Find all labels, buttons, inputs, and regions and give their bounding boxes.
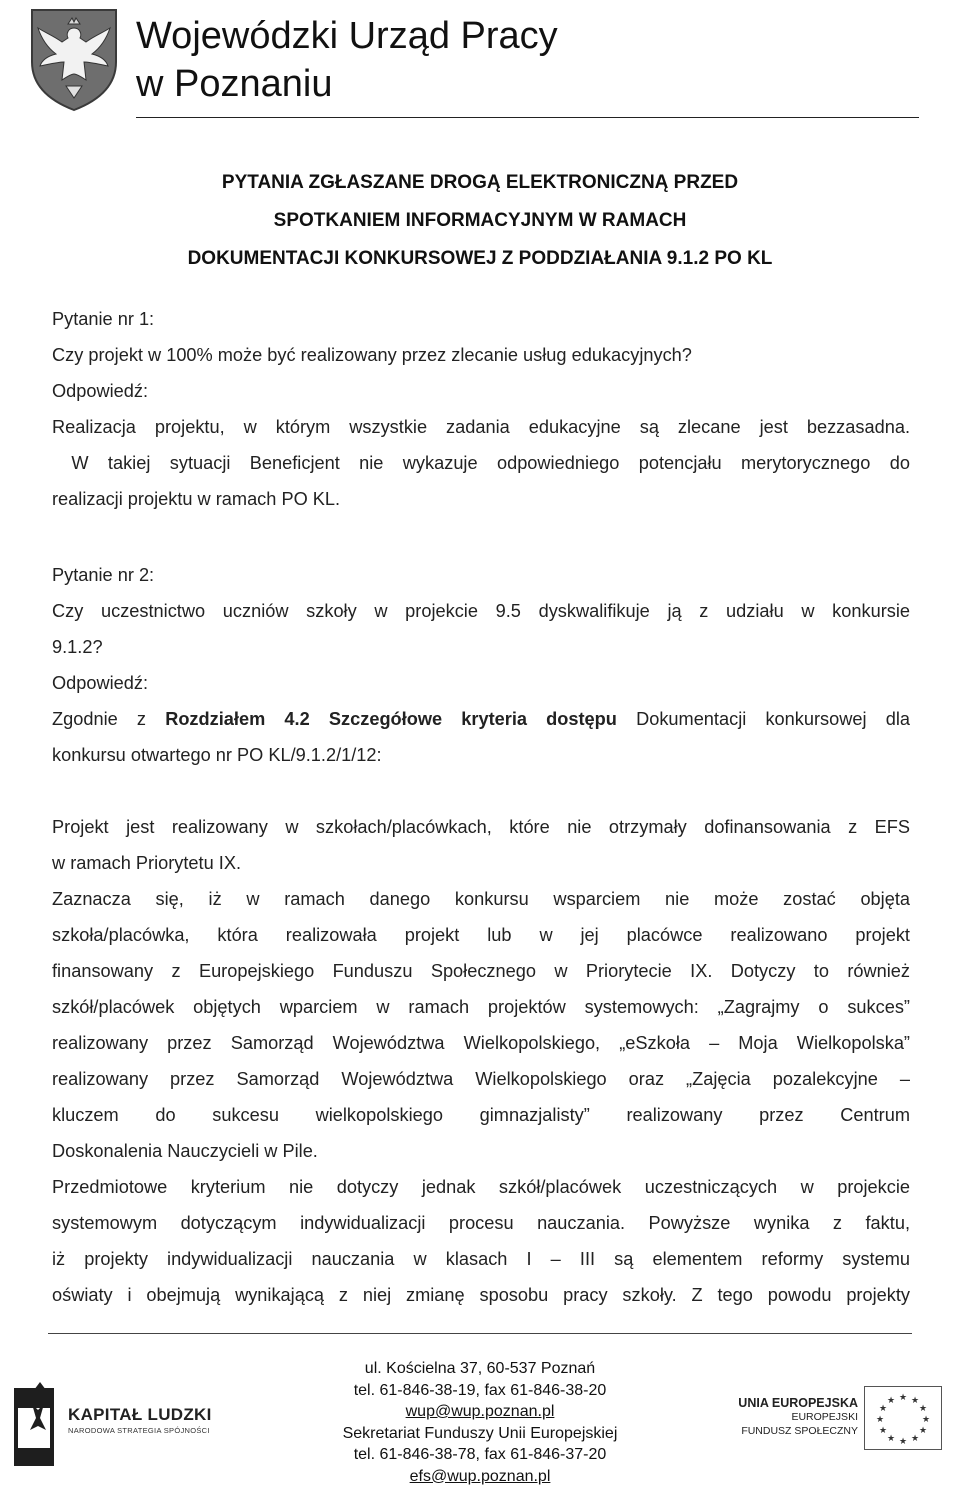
reference-suffix: Dokumentacji konkursowej dla (616, 709, 910, 729)
paragraph-line: Przedmiotowe kryterium nie dotyczy jednak szkół/placówek uczestniczących w projekcie (52, 1177, 910, 1197)
svg-text:★: ★ (878, 1404, 888, 1414)
eu-flag-icon (864, 1386, 942, 1450)
reference-prefix: Zgodnie z (52, 709, 166, 729)
eu-line-2: EUROPEJSKI (791, 1411, 858, 1423)
paragraph-line: finansowany z Europejskiego Funduszu Społecznego w Priorytecie IX. Dotyczy to również (52, 961, 910, 981)
eu-line-1: UNIA EUROPEJSKA (738, 1396, 858, 1410)
paragraph-line: realizowany przez Samorząd Województwa Wielkopolskiego, „eSzkoła – Moja Wielkopolska” (52, 1033, 910, 1053)
title-line1: PYTANIA ZGŁASZANE DROGĄ ELEKTRONICZNĄ PRZED (221, 172, 739, 193)
answer-2-heading: Odpowiedź: (52, 673, 149, 693)
svg-text:★: ★ (898, 1437, 908, 1447)
question-2-heading: Pytanie nr 2: (52, 565, 155, 585)
footer-address: ul. Kościelna 37, 60-537 Poznań (364, 1360, 596, 1377)
answer-2-reference-line: konkursu otwartego nr PO KL/9.1.2/1/12: (52, 745, 382, 765)
organization-name-line2: w Poznaniu (136, 63, 333, 105)
footer-email-2[interactable]: efs@wup.poznan.pl (409, 1467, 551, 1485)
answer-1-line: W takiej sytuacji Beneficjent nie wykazuje odpowiedniego potencjału merytorycznego do (52, 453, 910, 473)
reference-space (310, 709, 329, 729)
question-2-text-line: 9.1.2? (52, 637, 103, 657)
question-2-section (52, 557, 910, 773)
paragraph-line: realizowany przez Samorząd Województwa Wielkopolskiego oraz „Zajęcia pozalekcyjne – (52, 1069, 910, 1089)
paragraph-line: szkoła/placówka, która realizowała projekt lub w jej placówce realizowano projekt (52, 925, 910, 945)
reference-chapter: Rozdziałem 4.2 (165, 709, 310, 729)
kapital-ludzki-logo-icon (14, 1376, 62, 1472)
paragraph-line: szkół/placówek objętych wparciem w ramach projektów systemowych: „Zagrajmy o sukces” (52, 997, 910, 1017)
svg-text:★: ★ (910, 1434, 920, 1444)
question-1-heading: Pytanie nr 1: (52, 309, 155, 329)
paragraph-line: Zaznacza się, iż w ramach danego konkursu wsparciem nie może zostać objęta (52, 889, 910, 909)
footer-divider (48, 1333, 912, 1334)
kapital-ludzki-name: KAPITAŁ LUDZKI (68, 1405, 212, 1424)
footer-email-1[interactable]: wup@wup.poznan.pl (405, 1403, 555, 1420)
document-title (0, 164, 960, 278)
paragraph-line: Doskonalenia Nauczycieli w Pile. (52, 1141, 318, 1161)
question-1-section (52, 301, 910, 517)
footer-phone-1: tel. 61-846-38-19, fax 61-846-38-20 (353, 1381, 607, 1399)
answer-2-reference (52, 701, 910, 737)
kapital-ludzki-subtitle: NARODOWA STRATEGIA SPÓJNOŚCI (68, 1426, 210, 1435)
svg-text:★: ★ (878, 1426, 888, 1436)
svg-text:★: ★ (918, 1404, 928, 1414)
paragraph-line: oświaty i obejmują wynikającą z niej zmianę sposobu pracy szkoły. Z tego powodu projekty (52, 1285, 910, 1305)
svg-text:★: ★ (886, 1396, 896, 1406)
answer-1-heading: Odpowiedź: (52, 381, 149, 401)
svg-text:★: ★ (910, 1396, 920, 1406)
svg-text:★: ★ (921, 1415, 931, 1425)
header-divider (136, 117, 919, 118)
wielkopolska-eagle-coat-of-arms-icon (28, 6, 120, 112)
paragraph-line: w ramach Priorytetu IX. (52, 853, 242, 873)
paragraph-line: iż projekty indywidualizacji nauczania w klasach I – III są elementem reformy systemu (52, 1249, 910, 1269)
paragraph-line: Projekt jest realizowany w szkołach/placówkach, które nie otrzymały dofinansowania z EFS (52, 817, 910, 837)
question-1-text: Czy projekt w 100% może być realizowany przez zlecanie usług edukacyjnych? (52, 345, 692, 365)
answer-2-paragraph-1 (52, 809, 910, 881)
svg-text:★: ★ (898, 1393, 908, 1403)
svg-text:★: ★ (886, 1434, 896, 1444)
eu-line-3: FUNDUSZ SPOŁECZNY (741, 1425, 858, 1437)
svg-text:★: ★ (918, 1426, 928, 1436)
paragraph-line: systemowym dotyczącym indywidualizacji procesu nauczania. Powyższe wynika z faktu, (52, 1213, 910, 1233)
eu-fund-label (726, 1396, 858, 1438)
answer-2-paragraph-2 (52, 881, 910, 1169)
paragraph-line: kluczem do sukcesu wielkopolskiego gimnazjalisty” realizowany przez Centrum (52, 1105, 910, 1125)
footer-contact (300, 1358, 660, 1487)
title-line2: SPOTKANIEM INFORMACYJNYM W RAMACH (273, 210, 687, 231)
reference-criteria: Szczegółowe kryteria dostępu (328, 709, 617, 729)
footer-phone-2: tel. 61-846-38-78, fax 61-846-37-20 (353, 1446, 607, 1463)
title-line3: DOKUMENTACJI KONKURSOWEJ Z PODDZIAŁANIA 9.1.2 PO KL (187, 248, 773, 269)
svg-text:★: ★ (875, 1415, 885, 1425)
footer-secretariat: Sekretariat Funduszy Unii Europejskiej (342, 1424, 618, 1442)
answer-2-paragraph-3 (52, 1169, 910, 1313)
organization-name (136, 12, 558, 108)
answer-1-line: realizacji projektu w ramach PO KL. (52, 489, 341, 509)
answer-1-line: Realizacja projektu, w którym wszystkie zadania edukacyjne są zlecane jest bezzasadna. (52, 417, 910, 437)
question-2-text-line: Czy uczestnictwo uczniów szkoły w projekcie 9.5 dyskwalifikuje ją z udziału w konkursie (52, 601, 910, 621)
organization-name-line1: Wojewódzki Urząd Pracy (136, 15, 558, 57)
